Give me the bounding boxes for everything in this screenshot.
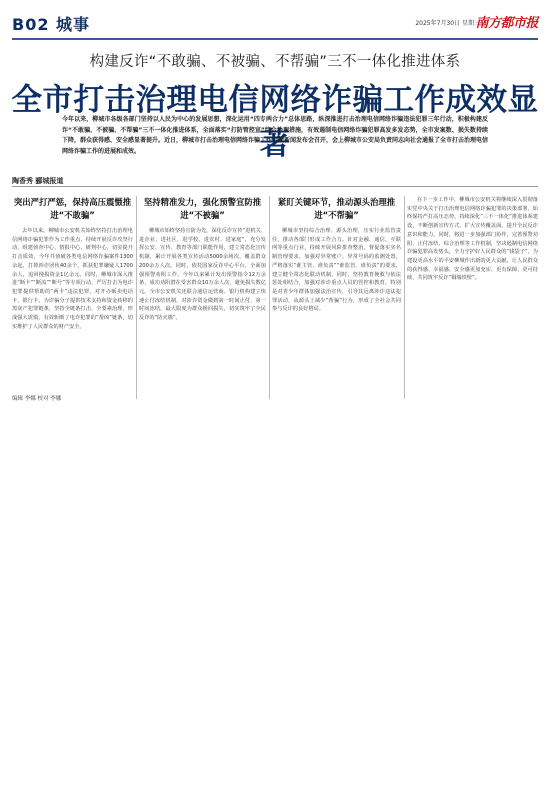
article-column-1 bbox=[12, 196, 133, 403]
column-body: 柳城市始终坚持宣防为先，深化反诈宣传“进机关、进企业、进社区、进学校、进农村、进家庭”，充分发挥公安、宣传、教育等部门职能作用，建立常态化宣传机制，累计开展各类宣传活动5000余场次，覆盖群众200余万人次。同时，依托国家反诈中心平台，全面加强预警劝阻工作，今年以来累计发出预警指令12万余条，成功劝阻潜在受害群众10万余人次，避免损失数亿元。全市公安机关还联合通信运营商、银行机构建立快速止付冻结机制，对涉诈资金做到第一时间止付、第一时间冻结，最大限度为群众挽回损失，切实筑牢了全民反诈的“防火墙”。 bbox=[139, 228, 266, 322]
column-divider bbox=[404, 196, 405, 399]
newspaper-masthead bbox=[12, 10, 538, 40]
article-column-3 bbox=[272, 196, 401, 403]
column-divider bbox=[136, 196, 137, 399]
article-byline: 陶香秀 郦城报道 bbox=[12, 177, 64, 185]
column-body: 在下一步工作中，柳城市公安机关将继续深入贯彻落实党中央关于打击治理电信网络诈骗犯罪的决策部署，始终保持严打高压态势，持续深化“三不一体化”推进体系建设，不断创新宣传方式，扩大宣传覆盖面，提升全民反诈意识和能力。同时，将进一步加强部门协作，完善预警劝阻、止付冻结、综合治理等工作机制，坚决遏制电信网络诈骗犯罪高发势头，全力守护好人民群众的“钱袋子”，为建设更高水平的平安柳城作出新的更大贡献，让人民群众的获得感、幸福感、安全感更加充实、更有保障、更可持续，共同筑牢反诈“铜墙铁壁”。 bbox=[407, 197, 538, 282]
editor-credits: 编辑 李娜 校对 李娜 bbox=[12, 396, 62, 402]
page-section-label: B02 城事 bbox=[12, 15, 91, 34]
article-column-2 bbox=[139, 196, 266, 478]
column-subhead: 紧盯关键环节，推动源头治理推进“不帮骗” bbox=[277, 197, 396, 220]
column-body: 去年以来，柳城市公安机关始终坚持打击治理电信网络诈骗犯罪作为工作重点，持续开展反诈攻坚行动，组建侦查中心、情报中心、研判中心，切实提升打击质效，今年共侦破各类电信网络诈骗案件1300余起，打掉涉诈团伙40余个，抓获犯罪嫌疑人1700余人，追回挽损资金1亿余元。同时，柳城市深入推进“断卡”“断流”“断号”等专项行动，严厉打击为电诈犯罪提供帮助的“两卡”违法犯罪，对开办贩卖电话卡、银行卡，为诈骗分子提供技术支持和资金转移的黑灰产犯罪链条，坚持全链条打击、全要素治理，形成强大震慑，有效斩断了电诈犯罪的“帮凶”链条，切实维护了人民群众的财产安全。 bbox=[12, 228, 133, 330]
column-subhead: 突出严打严惩，保持高压震慑推进“不敢骗” bbox=[13, 197, 132, 220]
newspaper-logo: 南方都市报 bbox=[475, 16, 538, 31]
column-subhead: 坚持精准发力，强化预警宣防推进“不被骗” bbox=[143, 197, 262, 220]
issue-date: 2025年7月30日 星期三 bbox=[415, 20, 480, 27]
article-headline: 全市打击治理电信网络诈骗工作成效显著 bbox=[11, 82, 539, 162]
column-divider bbox=[269, 196, 270, 399]
article-kicker: 构建反诈“不敢骗、不被骗、不帮骗”三不一体化推进体系 bbox=[89, 54, 461, 70]
column-body: 柳城市坚持综合治理、源头治理，压实行业监管责任，推动各部门形成工作合力。针对金融、通信、互联网等重点行业，持续开展风险排查整治，督促落实实名制管理要求，加强对异常账户、异常号码的监测处置，严格落实“谁主管、谁负责”“谁监管、谁负责”的要求，建立健全常态化联动机制。同时，坚持教育挽救与依法惩处相结合，加强对涉诈重点人员的管控和教育，特别是对青少年群体加强法治宣传，引导其远离涉诈违法犯罪活动，从源头上减少“帮骗”行为，形成了全社会共同参与反诈的良好格局。 bbox=[272, 228, 401, 313]
section-divider bbox=[12, 186, 538, 187]
article-column-4 bbox=[407, 196, 538, 478]
article-lead: 今年以来，柳城市各级各部门坚持以人民为中心的发展思想，深化运用“四专两合力”总体思路，纵深推进打击治理电信网络诈骗违法犯罪三年行动，积极构建反诈“不敢骗、不被骗、不帮骗”三不一体化推进体系，全面落实“打防管控宣”综合治理措施，有效遏制电信网络诈骗犯罪高发多发态势，全市发案数、损失数持续下降，群众获得感、安全感显著提升。近日，柳城市打击治理电信网络诈骗工作专题新闻发布会召开，会上柳城市公安局负责同志向社会通报了全市打击治理电信网络诈骗工作的进展和成效。 bbox=[62, 116, 489, 155]
